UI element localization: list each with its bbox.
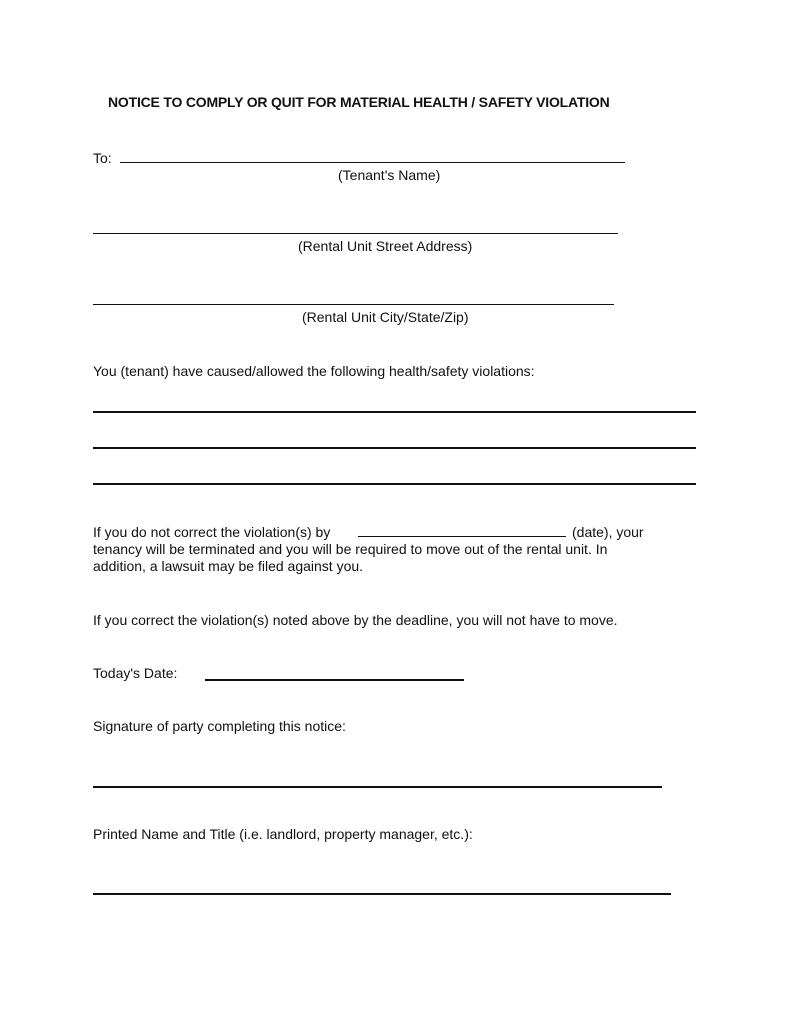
todays-date-line[interactable] (205, 679, 464, 681)
street-address-line[interactable] (93, 233, 618, 234)
violation-line-3[interactable] (93, 483, 696, 485)
deadline-text-line2: tenancy will be terminated and you will be required to move out of the rental unit. In (93, 541, 608, 557)
deadline-text-after: (date), your (572, 524, 644, 540)
signature-line[interactable] (93, 786, 662, 788)
violation-line-1[interactable] (93, 411, 696, 413)
street-address-caption: (Rental Unit Street Address) (298, 238, 473, 254)
correction-statement: If you correct the violation(s) noted above by the deadline, you will not have to move. (93, 612, 618, 628)
deadline-date-line[interactable] (358, 536, 566, 537)
printed-name-line[interactable] (93, 893, 671, 895)
deadline-text-before: If you do not correct the violation(s) by (93, 524, 331, 540)
city-state-zip-caption: (Rental Unit City/State/Zip) (302, 309, 469, 325)
to-label: To: (93, 150, 112, 166)
document-title: NOTICE TO COMPLY OR QUIT FOR MATERIAL HEALTH / SAFETY VIOLATION (108, 94, 610, 110)
violation-line-2[interactable] (93, 447, 696, 449)
city-state-zip-line[interactable] (93, 304, 614, 305)
tenant-name-line[interactable] (120, 162, 625, 163)
todays-date-label: Today's Date: (93, 665, 178, 681)
signature-label: Signature of party completing this notice: (93, 718, 346, 734)
violations-intro: You (tenant) have caused/allowed the following health/safety violations: (93, 363, 535, 379)
printed-name-label: Printed Name and Title (i.e. landlord, property manager, etc.): (93, 826, 473, 842)
deadline-text-line3: addition, a lawsuit may be filed against you. (93, 558, 364, 574)
tenant-name-caption: (Tenant's Name) (338, 167, 441, 183)
